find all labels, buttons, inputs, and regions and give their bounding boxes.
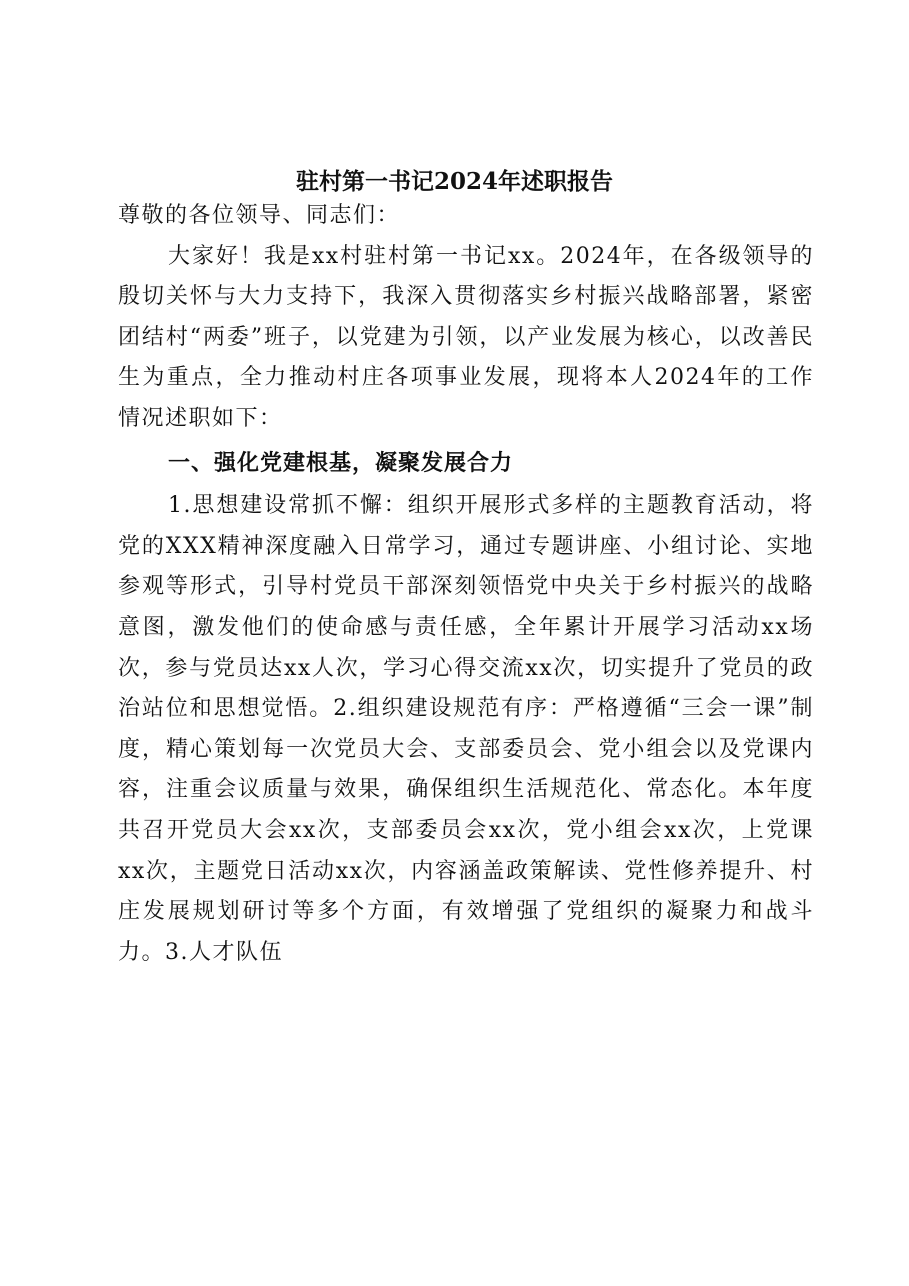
- document-body: [118, 190, 814, 973]
- section-heading: 一、强化党建根基，凝聚发展合力: [168, 450, 514, 476]
- salutation: 尊敬的各位领导、同志们：: [118, 203, 401, 228]
- intro-paragraph: 大家好！我是xx村驻村第一书记xx。2024年，在各级领导的殷切关怀与大力支持下，我深入贯彻落实乡村振兴战略部署，紧密团结村“两委”班子，以党建为引领，以产业发展为核心，以改善民生为重点，全力推动村庄各项事业发展，现将本人2024年的工作情况述职如下：: [118, 243, 814, 431]
- document-title: 驻村第一书记2024年述职报告: [295, 168, 613, 195]
- section-paragraph: 1.思想建设常抓不懈：组织开展形式多样的主题教育活动，将党的XXX精神深度融入日常学习，通过专题讲座、小组讨论、实地参观等形式，引导村党员干部深刻领悟党中央关于乡村振兴的战略意图，激发他们的使命感与责任感，全年累计开展学习活动xx场次，参与党员达xx人次，学习心得交流xx次，切实提升了党员的政治站位和思想觉悟。2.组织建设规范有序：严格遵循“三会一课”制度，精心策划每一次党员大会、支部委员会、党小组会以及党课内容，注重会议质量与效果，确保组织生活规范化、常态化。本年度共召开党员大会xx次，支部委员会xx次，党小组会xx次，上党课xx次，主题党日活动xx次，内容涵盖政策解读、党性修养提升、村庄发展规划研讨等多个方面，有效增强了党组织的凝聚力和战斗力。3.人才队伍: [118, 493, 814, 965]
